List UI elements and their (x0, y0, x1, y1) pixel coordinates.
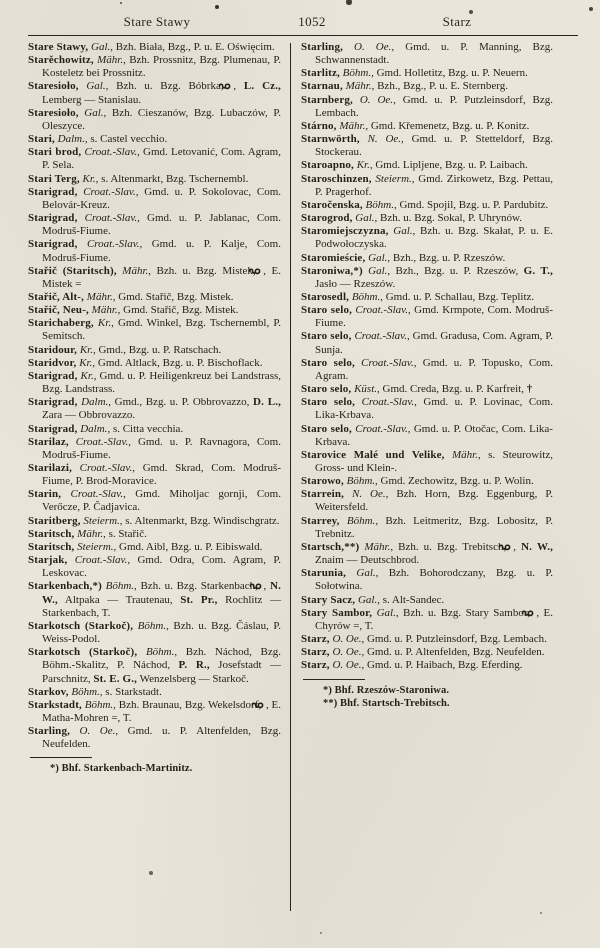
crownland-abbrev: Mähr. (74, 527, 104, 540)
crownland-abbrev: Kr. (77, 369, 94, 382)
place-name: Starigrad, (28, 396, 78, 409)
place-name: Stari brod, (28, 146, 82, 159)
place-name: Starowo, (301, 475, 344, 488)
entry-text: , s. Alt-Sandec. (377, 593, 445, 606)
crownland-abbrev: Dalm. (54, 133, 85, 146)
header-catchword-left: Stare Stawy (123, 14, 191, 29)
place-name: Staročenska, (301, 198, 363, 211)
crownland-abbrev: Böhm. (137, 646, 175, 659)
gazetteer-entry (301, 133, 553, 159)
entry-text: , E. Chyrów =, T. (315, 606, 553, 632)
footnote-block-right (301, 679, 553, 710)
entry-text: , Gmd. Křemenetz, Bzg. u. P. Konitz. (365, 119, 530, 132)
place-name: Stary Sacz, (301, 593, 356, 606)
crownland-abbrev: Böhm. (362, 198, 394, 211)
gazetteer-entry (28, 686, 281, 699)
entry-text: , Bzh. u. Bzg. Sokal, P. Uhrynów. (374, 212, 522, 225)
cross-icon: † (526, 383, 533, 396)
place-name: Starkov, (28, 685, 69, 698)
place-name: Starogrod, (301, 212, 353, 225)
entry-text: , Gmd. u. P. Jablanac, Com. Modruš-Fiume. (42, 212, 281, 238)
crownland-abbrev: O. Oe. (352, 93, 394, 106)
entry-text: , (513, 540, 522, 553)
gazetteer-entry (28, 291, 281, 304)
crownland-abbrev: Dalm. (77, 396, 109, 409)
entry-text: , Gmd. Holletitz, Bzg. u. P. Neuern. (371, 67, 528, 80)
entry-text: , Gmd. Skrad, Com. Modruš-Fiume, P. Brod-Moravice. (42, 462, 281, 488)
entry-text: , Gmd. u. P. Altenfelden, Bzg. Neufelden. (42, 725, 281, 751)
place-name: Staromieście, (301, 251, 366, 264)
gazetteer-entry (28, 620, 281, 646)
gazetteer-entry (301, 159, 553, 172)
footnote: **) Bhf. Startsch-Trebitsch. (323, 697, 450, 709)
place-name: Staro selo, (301, 356, 355, 369)
crownland-abbrev: Mähr. (84, 290, 113, 303)
crownland-abbrev: Croat.-Slav. (354, 356, 414, 369)
crownland-abbrev: Mähr. (93, 54, 124, 67)
place-name: N. W., (42, 580, 281, 606)
place-name: Staro selo, (301, 383, 352, 396)
entry-text: , s. Altenmarkt, Bzg. Windischgratz. (119, 514, 280, 527)
crownland-abbrev: Gal. (352, 212, 375, 225)
entry-text: , s. Castel vecchio. (84, 133, 168, 146)
gazetteer-entry (28, 396, 281, 422)
gazetteer-entry (301, 659, 553, 672)
entry-text: , s. Altenmarkt, Bzg. Tschernembl. (95, 172, 249, 185)
gazetteer-entry (28, 554, 281, 580)
crownland-abbrev: Mähr. (342, 80, 372, 93)
place-name: Starkotsch (Starkoč), (28, 646, 138, 659)
place-name: Staroniwa,*) (301, 264, 363, 277)
gazetteer-entry (28, 528, 281, 541)
crownland-abbrev: Kr. (93, 317, 112, 330)
crownland-abbrev: Kr. (79, 172, 96, 185)
entry-text: , Gmd. u. P. Kalje, Com. Modruš-Fiume. (42, 238, 281, 264)
gazetteer-entry (301, 94, 553, 120)
crownland-abbrev: N. Oe. (344, 488, 386, 501)
place-name: Starilazi, (28, 462, 72, 474)
two-column-layout (28, 41, 576, 913)
crownland-abbrev: Gal. (372, 606, 396, 619)
gazetteer-entry (301, 80, 553, 93)
entry-text: , Gmd., Bzg. u. P. Ratschach. (92, 343, 222, 356)
entry-text: Znaim — Deutschbrod. (315, 554, 420, 567)
crownland-abbrev: Gal. (346, 567, 376, 580)
place-name: Starz, (301, 633, 330, 646)
entry-text: , Gmd. u. P. Putzleinsdorf, Bzg. Lembach. (315, 93, 553, 119)
gazetteer-entry (28, 646, 281, 685)
place-name: Starnau, (301, 80, 343, 93)
gazetteer-entry (28, 436, 281, 462)
crownland-abbrev: Gal. (365, 251, 388, 264)
entry-text: , Bzh. u. Bzg. Mistek, (148, 264, 262, 277)
entry-text: , E. Matha-Mohren =, T. (42, 698, 281, 724)
crownland-abbrev: Mähr. (444, 448, 478, 461)
entry-text: , Bzh. u. Bzg. Skałat, P. u. E. Podwołoczyska. (315, 225, 553, 251)
gazetteer-entry (301, 646, 553, 659)
crownland-abbrev: Kr. (77, 343, 93, 356)
place-name: Staro selo, (301, 330, 352, 343)
place-name: Staroschinzen, (301, 172, 372, 185)
gazetteer-entry (301, 304, 553, 330)
footnote-rule (303, 679, 365, 680)
entry-text: Zara — Obbrovazzo. (42, 409, 136, 422)
gazetteer-entry (28, 173, 281, 186)
gazetteer-entry (301, 515, 553, 541)
place-name: Starz, (301, 646, 330, 659)
entry-text: , Gmd. Spojil, Bzg. u. P. Pardubitz. (393, 198, 549, 211)
place-name: Staro selo, (301, 304, 352, 317)
place-name: Starkenbach,*) (28, 580, 102, 593)
entry-text: Jasło — Rzeszów. (315, 277, 396, 290)
crownland-abbrev: Gal. (78, 80, 106, 93)
entry-text: , Gmd. Letovanić, Com. Agram, P. Sela. (42, 146, 281, 172)
footnotes-left (28, 762, 281, 775)
gazetteer-entry (301, 265, 553, 291)
gazetteer-entry (301, 567, 553, 593)
entry-text: , s. Steurowitz, Gross- und Klein-. (315, 448, 553, 474)
place-name: Starkotsch (Starkoč), (28, 619, 134, 632)
entry-text: , Gmd. Altlack, Bzg. u. P. Bischoflack. (92, 356, 263, 369)
place-name: St. E. G., (93, 672, 138, 685)
place-name: Starěchowitz, (28, 54, 94, 67)
gazetteer-entry (301, 252, 553, 265)
crownland-abbrev: Gal. (355, 593, 378, 606)
gazetteer-entry (28, 317, 281, 343)
gazetteer-entry (301, 357, 553, 383)
entry-text: Altpaka — Trautenau, (57, 593, 181, 606)
gazetteer-entry (28, 725, 281, 751)
place-name: Staridvor, (28, 356, 77, 369)
crownland-abbrev: Böhm. (101, 580, 135, 593)
gazetteer-entry (28, 54, 281, 80)
gazetteer-entry (28, 146, 281, 172)
crownland-abbrev: Gal. (362, 264, 388, 277)
footnotes-right (301, 684, 553, 710)
gazetteer-entry (28, 212, 281, 238)
place-name: Starigrad, (28, 212, 78, 225)
crownland-abbrev: O. Oe. (329, 633, 362, 646)
entry-text: , Gmd. Zirkowetz, Bzg. Pettau, P. Pragerhof. (315, 172, 553, 198)
entry-list-left (28, 41, 281, 751)
entry-text: , Bzh. Náchod, Bzg. Böhm.-Skalitz, P. Náchod, (42, 646, 281, 672)
crownland-abbrev: Croat.-Slav. (67, 554, 128, 567)
place-name: Starigrad, (28, 369, 78, 382)
entry-text: , Bzh. u. Bzg. Stary Sambor, (395, 606, 535, 619)
gazetteer-entry (301, 67, 553, 80)
entry-text: , Gmd. Stařič, Bzg. Mistek. (117, 304, 239, 317)
gazetteer-entry (28, 580, 281, 619)
header-catchword-right: Starz (442, 14, 472, 29)
place-name: Starkstadt, (28, 698, 82, 711)
footnote: *) Bhf. Starkenbach-Martinitz. (50, 763, 193, 775)
crownland-abbrev: Croat.-Slav. (351, 330, 407, 343)
place-name: Staro selo, (301, 422, 352, 435)
crownland-abbrev: Böhm. (339, 67, 372, 80)
gazetteer-entry (28, 304, 281, 317)
crownland-abbrev: O. Oe. (329, 659, 362, 672)
gazetteer-entry (28, 238, 281, 264)
gazetteer-entry (28, 344, 281, 357)
place-name: Stárno, (301, 119, 337, 132)
entry-text: , Gmd. u. P. Lovinac, Com. Lika-Krbava. (315, 396, 553, 422)
entry-text: , Gmd. u. P. Topusko, Com. Agram. (315, 356, 553, 382)
gazetteer-entry (28, 541, 281, 554)
place-name: Starilaz, (28, 435, 69, 448)
crownland-abbrev: Böhm. (349, 290, 381, 303)
crownland-abbrev: Croat.-Slav. (68, 435, 129, 448)
gazetteer-entry (28, 186, 281, 212)
entry-text: , Bzh. Prossnitz, Bzg. Plumenau, P. Kosteletz bei Prossnitz. (42, 54, 281, 80)
place-name: G. T., (523, 264, 553, 277)
gazetteer-entry (301, 633, 553, 646)
place-name: Starosedl, (301, 290, 350, 303)
column-right (291, 41, 553, 913)
entry-text: , Gmd. u. P. Manning, Bzg. Schwannenstadt. (315, 41, 553, 67)
gazetteer-entry (28, 80, 281, 106)
crownland-abbrev: Croat.-Slav. (77, 212, 138, 225)
running-head (28, 14, 576, 30)
entry-text: , Bzh., Bzg. u. P. Rzeszów, (387, 264, 524, 277)
entry-text: , Bzh. Biała, Bzg., P. u. E. Oświęcim. (110, 41, 275, 53)
entry-text: , s. Starkstadt. (99, 685, 162, 698)
crownland-abbrev: Böhm. (343, 475, 376, 488)
place-name: Starigrad, (28, 185, 78, 198)
entry-text: , Bzh., Bzg., P. u. E. Sternberg. (371, 80, 508, 93)
gazetteer-entry (28, 515, 281, 528)
gazetteer-entry (301, 607, 553, 633)
place-name: P. R., (178, 659, 210, 672)
entry-text: Josefstadt — Parschnitz, (42, 659, 281, 685)
crownland-abbrev: Steierm. (371, 172, 412, 185)
entry-text: , Gmd. u. P. Heiligenkreuz bei Landstrass, Bzg. Landstrass. (42, 369, 282, 396)
crownland-abbrev: O. Oe. (70, 725, 116, 738)
place-name: Staro selo, (301, 396, 356, 409)
column-left (28, 41, 290, 913)
entry-text: , E. Mistek = (42, 264, 281, 290)
place-name: Starrey, (301, 514, 340, 527)
gazetteer-entry (28, 107, 281, 133)
place-name: Stari, (28, 133, 55, 146)
crownland-abbrev: Böhm. (133, 619, 167, 632)
place-name: Starovice Malé und Velike, (301, 448, 445, 461)
crownland-abbrev: N. Oe. (359, 133, 402, 146)
entry-text: , Gmd. u. P. Schallau, Bzg. Teplitz. (380, 290, 535, 303)
gazetteer-entry (28, 357, 281, 370)
crownland-abbrev: Croat.-Slav. (352, 304, 408, 317)
crownland-abbrev: O. Oe. (329, 646, 362, 659)
place-name: Starling, (28, 725, 70, 738)
gazetteer-entry (301, 594, 553, 607)
gazetteer-entry (28, 370, 281, 396)
entry-text: Rochlitz — Starkenbach, T. (42, 593, 281, 619)
gazetteer-entry (28, 488, 281, 514)
gazetteer-entry (28, 265, 281, 291)
entry-text: , s. Stařič. (103, 527, 147, 540)
place-name: Staritsch, (28, 540, 75, 553)
gazetteer-entry (301, 291, 553, 304)
footnote-rule (30, 757, 92, 758)
crownland-abbrev: Croat.-Slav. (77, 185, 136, 198)
gazetteer-entry (301, 199, 553, 212)
entry-text: Lemberg — Stanislau. (42, 93, 142, 106)
crownland-abbrev: Mähr. (116, 264, 149, 277)
place-name: Startsch,**) (301, 540, 360, 553)
gazetteer-entry (301, 475, 553, 488)
crownland-abbrev: Mähr. (88, 304, 118, 317)
place-name: N. W., (521, 540, 553, 553)
crownland-abbrev: Croat.-Slav. (61, 488, 124, 501)
gazetteer-entry (301, 120, 553, 133)
entry-text: , Gmd. u. P. Sokolovac, Com. Belovár-Kreuz. (42, 185, 281, 211)
crownland-abbrev: Küst. (351, 383, 378, 396)
gazetteer-entry (301, 423, 553, 449)
entry-text: , Bzh. u. Bzg. Trebitsch, (390, 540, 512, 553)
gazetteer-entry (28, 133, 281, 146)
place-name: Starunia, (301, 567, 347, 580)
place-name: Stařič (Staritsch), (28, 264, 117, 277)
entry-text: Wenzelsberg — Starkoč. (137, 672, 249, 685)
place-name: Staritsch, (28, 527, 75, 540)
entry-list-right (301, 41, 553, 673)
entry-text: , Gmd. u. P. Stetteldorf, Bzg. Stockerau. (315, 133, 553, 159)
crownland-abbrev: Steierm. (74, 540, 114, 553)
place-name: Starnberg, (301, 93, 353, 106)
crownland-abbrev: Gal. (388, 225, 413, 238)
place-name: Staresioło, (28, 80, 79, 93)
place-name: Starrein, (301, 488, 345, 501)
crownland-abbrev: Croat.-Slav. (77, 238, 140, 251)
entry-text: , Gmd. Lipljene, Bzg. u. P. Laibach. (369, 159, 528, 172)
gazetteer-entry (301, 449, 553, 475)
crownland-abbrev: Mähr. (336, 119, 366, 132)
crownland-abbrev: Steierm. (80, 514, 120, 527)
entry-text: , Bzh. Braunau, Bzg. Wekelsdorf, (113, 698, 264, 711)
place-name: St. Pr., (180, 593, 218, 606)
place-name: Starichaberg, (28, 317, 94, 330)
entry-text: , Gmd., Bzg. u. P. Obbrovazzo, (108, 396, 253, 409)
page-number: 1052 (298, 14, 326, 29)
crownland-abbrev: Böhm. (339, 514, 376, 527)
place-name: Starjak, (28, 554, 68, 567)
place-name: Staritberg, (28, 514, 81, 527)
place-name: Starnwörth, (301, 133, 360, 146)
entry-text: , s. Citta vecchia. (107, 422, 184, 435)
crownland-abbrev: Croat.-Slav. (71, 462, 133, 474)
entry-text: , Gmd. u. P. Ravnagora, Com. Modruš-Fiume. (42, 435, 281, 461)
entry-text: , Bzh. Cieszanów, Bzg. Lubaczów, P. Oleszyce. (42, 106, 282, 132)
entry-text: , Bzh. u. Bzg. Čáslau, P. Weiss-Podol. (42, 619, 281, 646)
crownland-abbrev: Böhm. (68, 685, 100, 698)
crownland-abbrev: Kr. (353, 159, 370, 172)
entry-text: , Gmd. Zechowitz, Bzg. u. P. Wolin. (375, 475, 534, 488)
entry-text: , Gmd. Krmpote, Com. Modruš-Fiume. (315, 304, 553, 330)
gazetteer-entry (28, 423, 281, 436)
place-name: Starz, (301, 659, 330, 672)
gazetteer-entry (301, 330, 553, 356)
entry-text: , Gmd. Gradusa, Com. Agram, P. Sunja. (315, 330, 553, 356)
crownland-abbrev: Böhm. (81, 698, 114, 711)
gazetteer-entry (28, 41, 281, 54)
place-name: Starlitz, (301, 67, 340, 80)
place-name: Starigrad, (28, 238, 78, 251)
crownland-abbrev: Mähr. (359, 540, 391, 553)
entry-text: , Gmd. Miholjac gornji, Com. Verőcze, P. Čadjavica. (42, 488, 281, 514)
entry-text: , Gmd. u. P. Haibach, Bzg. Eferding. (361, 659, 523, 672)
entry-text: , Gmd. u. P. Altenfelden, Bzg. Neufelden. (361, 646, 545, 659)
gazetteer-entry (301, 225, 553, 251)
place-name: Starin, (28, 488, 62, 501)
place-name: Starigrad, (28, 422, 78, 435)
place-name: Stari Terg, (28, 172, 80, 185)
entry-text: , Gmd. Winkel, Bzg. Tschernembl, P. Semitsch. (42, 317, 282, 343)
gazetteer-entry (301, 396, 553, 422)
gazetteer-entry (301, 383, 553, 396)
place-name: Starling, (301, 41, 343, 53)
footnote-block-left (28, 757, 281, 775)
entry-text: , Bzh., Bzg. u. P. Rzeszów. (387, 251, 506, 264)
place-name: Staresioło, (28, 106, 79, 119)
gazetteer-entry (301, 488, 553, 514)
place-name: Stare Stawy, (28, 41, 89, 53)
entry-text: , Gmd. Stařič, Bzg. Mistek. (112, 290, 234, 303)
entry-text: , Bzh. Bohorodczany, Bzg. u. P. Sołotwina. (315, 567, 553, 593)
entry-text: , (233, 80, 244, 93)
place-name: Stary Sambor, (301, 606, 373, 619)
place-name: Stařič, Neu-, (28, 304, 89, 317)
entry-text: , Bzh. u. Bzg. Bóbrka, (105, 80, 232, 93)
entry-text: , Bzh. Leitmeritz, Bzg. Lobositz, P. Trebnitz. (315, 514, 553, 540)
entry-text: , Gmd. Creda, Bzg. u. P. Karfreit, (377, 383, 527, 396)
entry-text: , Gmd. Odra, Com. Agram, P. Leskovac. (42, 554, 281, 580)
crownland-abbrev: Kr. (76, 356, 93, 369)
crownland-abbrev: Croat.-Slav. (355, 396, 415, 409)
entry-text: , Bzh. Horn, Bzg. Eggenburg, P. Weitersfeld. (315, 488, 553, 514)
gazetteer-entry (301, 212, 553, 225)
gazetteer-entry (301, 173, 553, 199)
gazetteer-entry (28, 462, 281, 488)
entry-text: , Gmd. u. P. Putzleinsdorf, Bzg. Lembach. (361, 633, 547, 646)
crownland-abbrev: Croat.-Slav. (351, 422, 408, 435)
crownland-abbrev: Croat.-Slav. (81, 146, 138, 159)
entry-text: , Bzh. u. Bzg. Starkenbach, (134, 580, 262, 593)
crownland-abbrev: Gal. (78, 106, 104, 119)
footnote: *) Bhf. Rzeszów-Staroniwa. (323, 684, 450, 696)
header-rule (28, 35, 578, 36)
gazetteer-entry (301, 541, 553, 567)
place-name: L. Cz., (243, 80, 282, 93)
crownland-abbrev: O. Oe. (343, 41, 392, 53)
crownland-abbrev: Gal. (88, 41, 111, 53)
place-name: Staroapno, (301, 159, 354, 172)
gazetteer-entry (28, 699, 281, 725)
place-name: Staridour, (28, 343, 78, 356)
place-name: Staromiejsczyzna, (301, 225, 389, 238)
place-name: D. L., (252, 396, 281, 409)
entry-text: , Gmd. Aibl, Bzg. u. P. Eibiswald. (113, 540, 263, 553)
gazetteer-entry (301, 41, 553, 67)
entry-text: , (263, 580, 270, 593)
entry-text: , Gmd. u. P. Otočac, Com. Lika-Krbava. (315, 422, 553, 448)
crownland-abbrev: Dalm. (77, 422, 108, 435)
place-name: Stařič, Alt-, (28, 290, 85, 303)
